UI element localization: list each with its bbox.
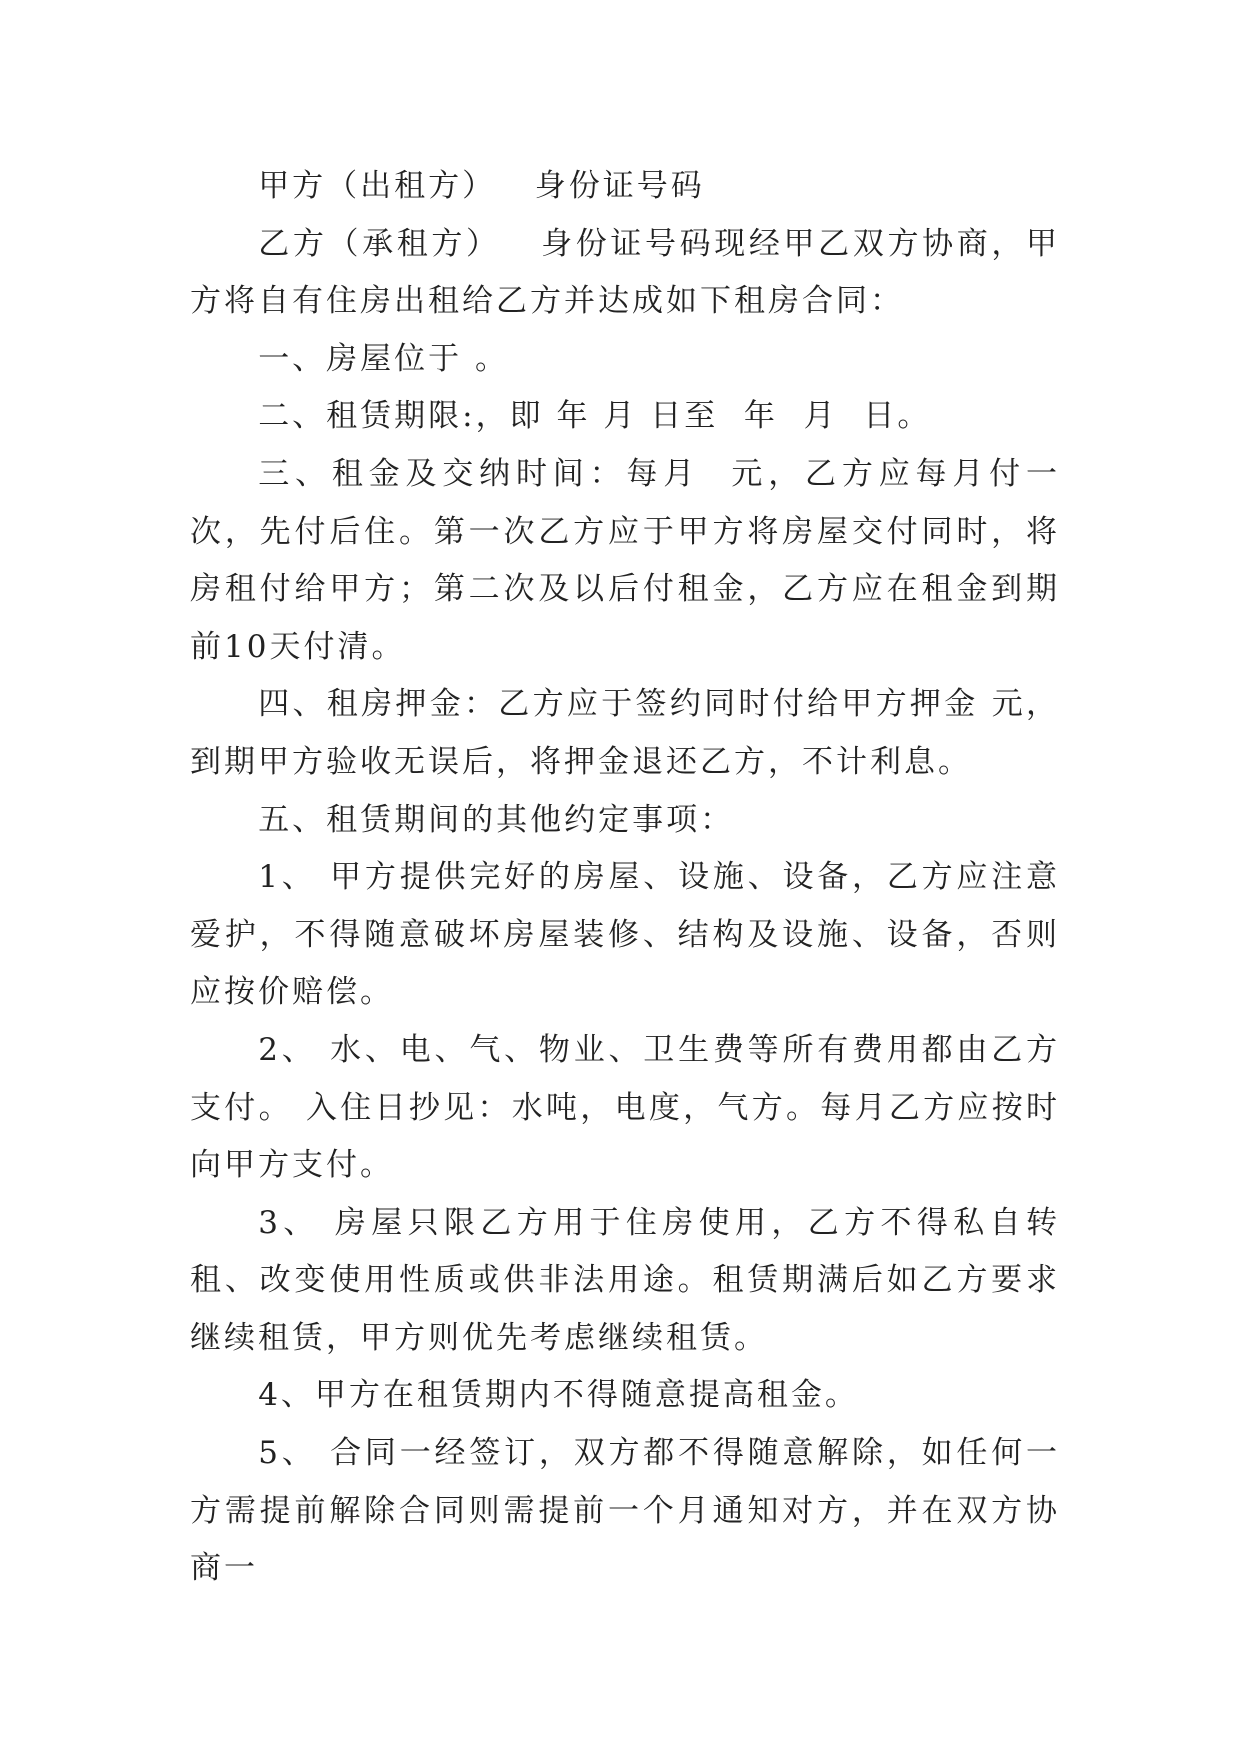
clause-1-location: 一、房屋位于 。: [258, 340, 510, 377]
party-b-paragraph: 乙方（承租方） 身份证号码现经甲乙双方协商，甲方将自有住房出租给乙方并达成如下租房合同：: [190, 225, 1060, 320]
clause-4-deposit: 四、租房押金：乙方应于签约同时付给甲方押金 元，到期甲方验收无误后，将押金退还乙方，不计利息。: [190, 686, 1060, 780]
party-a-line: 甲方（出租方） 身份证号码: [258, 168, 705, 204]
clause-2-term: 二、租赁期限:，即 年 月 日至 年 月 日。: [258, 398, 932, 435]
item-3-usage: 3、 房屋只限乙方用于住房使用，乙方不得私自转租、改变使用性质或供非法用途。租赁期满后如乙方要求继续租赁，甲方则优先考虑继续租赁。: [190, 1204, 1060, 1356]
item-1-facilities: 1、 甲方提供完好的房屋、设施、设备，乙方应注意爱护，不得随意破坏房屋装修、结构及设施、设备，否则应按价赔偿。: [190, 859, 1060, 1011]
item-5-termination: 5、 合同一经签订，双方都不得随意解除，如任何一方需提前解除合同则需提前一个月通知对方，并在双方协商一: [190, 1435, 1060, 1587]
clause-5-heading: 五、租赁期间的其他约定事项：: [258, 801, 735, 838]
item-2-utilities: 2、 水、电、气、物业、卫生费等所有费用都由乙方支付。 入住日抄见：水吨，电度，气方。每月乙方应按时向甲方支付。: [190, 1031, 1060, 1184]
contract-body: [190, 158, 1060, 1598]
item-4-rent-increase: 4、甲方在租赁期内不得随意提高租金。: [258, 1377, 859, 1414]
clause-3-rent: 三、租金及交纳时间：每月 元，乙方应每月付一次，先付后住。第一次乙方应于甲方将房屋交付同时，将房租付给甲方；第二次及以后付租金，乙方应在租金到期前10天付清。: [190, 455, 1060, 665]
